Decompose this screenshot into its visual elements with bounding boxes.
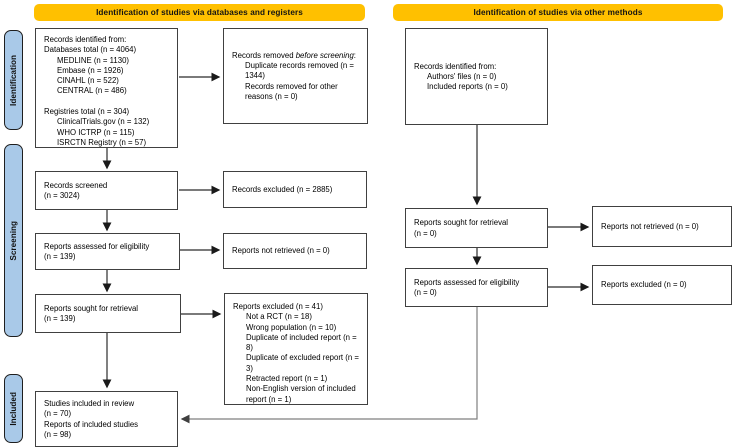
box-reports-excluded-right-text: Reports excluded (n = 0) bbox=[601, 280, 687, 290]
box-records-screened-text: Records screened (n = 3024) bbox=[44, 180, 108, 200]
box-reports-excluded-reasons bbox=[224, 293, 368, 405]
box-reports-excluded-reasons-text: Reports excluded (n = 41) Not a RCT (n = 18) Wrong population (n = 10) Duplicate of included report (n = 8) Duplicate of excluded report (n = 3) Retracted report (n = 1) Non-English version of included report (n = 1) bbox=[233, 302, 359, 404]
box-reports-not-retrieved-left bbox=[223, 233, 367, 269]
box-studies-included-text: Studies included in review (n = 70) Reports of included studies (n = 98) bbox=[44, 398, 139, 439]
box-reports-not-retrieved-left-text: Reports not retrieved (n = 0) bbox=[232, 246, 330, 256]
box-reports-sought-right-text: Reports sought for retrieval (n = 0) bbox=[414, 218, 509, 238]
box-records-excluded-text: Records excluded (n = 2885) bbox=[232, 184, 333, 194]
box-reports-assessed-left-text: Reports assessed for eligibility (n = 139) bbox=[44, 241, 150, 261]
stage-label-included bbox=[4, 374, 23, 443]
box-records-identified-databases-text: Records identified from: Databases total (n = 4064) MEDLINE (n = 1130) Embase (n = 1926) CINAHL (n = 522) CENTRAL (n = 486) Registries total (n = 304) ClinicalTrials.gov (n = 132) WHO ICTRP (n = 115) ISRCTN Registry (n = 57) bbox=[44, 35, 150, 147]
stage-label-screening bbox=[4, 144, 23, 337]
box-reports-sought-left-text: Reports sought for retrieval (n = 139) bbox=[44, 303, 139, 323]
header-other-methods: Identification of studies via other methods bbox=[393, 4, 723, 21]
header-databases-registers: Identification of studies via databases and registers bbox=[34, 4, 365, 21]
box-records-excluded bbox=[223, 171, 367, 208]
stage-label-screening-text: Screening bbox=[9, 220, 18, 261]
box-reports-assessed-right-text: Reports assessed for eligibility (n = 0) bbox=[414, 277, 520, 297]
box-reports-not-retrieved-right-text: Reports not retrieved (n = 0) bbox=[601, 221, 699, 231]
stage-label-identification-text: Identification bbox=[9, 54, 18, 106]
box-records-screened bbox=[35, 171, 178, 210]
box-records-removed-text: Records removed before screening: Duplicate records removed (n = 1344) Records removed for other reasons (n = 0) bbox=[232, 50, 356, 101]
box-records-identified-databases bbox=[35, 28, 178, 148]
stage-label-identification bbox=[4, 30, 23, 130]
box-studies-included bbox=[35, 391, 178, 447]
box-reports-assessed-left bbox=[35, 233, 180, 270]
box-reports-not-retrieved-right bbox=[592, 206, 732, 247]
box-reports-assessed-right bbox=[405, 268, 548, 307]
box-records-removed bbox=[223, 28, 368, 124]
box-reports-excluded-right bbox=[592, 265, 732, 305]
box-records-identified-other-text: Records identified from: Authors' files (n = 0) Included reports (n = 0) bbox=[414, 61, 508, 92]
box-reports-sought-left bbox=[35, 294, 181, 333]
box-reports-sought-right bbox=[405, 208, 548, 248]
stage-label-included-text: Included bbox=[9, 391, 18, 426]
box-records-identified-other bbox=[405, 28, 548, 125]
